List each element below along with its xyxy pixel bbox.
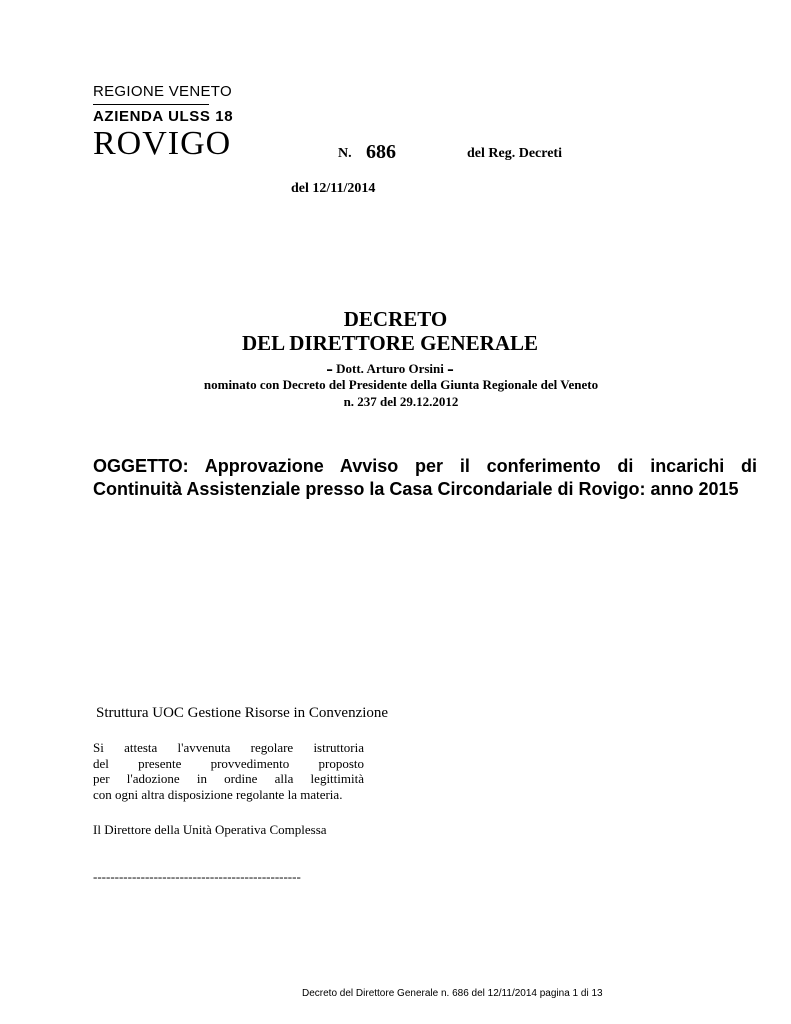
uoc-director-title: Il Direttore della Unità Operativa Complessa [93, 822, 327, 837]
appointment-text: nominato con Decreto del Presidente della Giunta Regionale del Veneto [203, 377, 599, 392]
attestation-line: del presente provvedimento proposto [93, 755, 364, 771]
ulss-logo [93, 83, 234, 162]
signature-line: ------------------------------------------------ [93, 869, 301, 884]
director-dash-right: - [447, 358, 454, 380]
subject-line-1: OGGETTO: Approvazione Avviso per il conferimento di incarichi di [93, 456, 757, 476]
director-name: Dott. Arturo Orsini [336, 361, 444, 376]
director-dash-left: - [326, 358, 333, 380]
register-label: del Reg. Decreti [467, 146, 562, 161]
logo-city: ROVIGO [93, 125, 232, 162]
attestation-block [93, 740, 364, 802]
document-subtitle: DEL DIRETTORE GENERALE [241, 331, 539, 355]
appointment-reference: n. 237 del 29.12.2012 [343, 394, 459, 409]
structure-label: Struttura UOC Gestione Risorse in Convenzione [96, 705, 389, 721]
attestation-line: Si attesta l'avvenuta regolare istruttoria [93, 740, 364, 755]
decree-number-label: N. [338, 146, 352, 161]
decree-number: 686 [366, 141, 396, 163]
decree-date: del 12/11/2014 [291, 181, 376, 196]
subject-line-2: Continuità Assistenziale presso la Casa Circondariale di Rovigo: anno 2015 [93, 479, 739, 499]
logo-region: REGIONE VENETO [93, 83, 232, 100]
logo-divider [93, 104, 209, 105]
logo-agency: AZIENDA ULSS 18 [93, 108, 234, 125]
document-title: DECRETO [343, 307, 448, 331]
subject-block [93, 455, 757, 501]
page-footer: Decreto del Direttore Generale n. 686 del 12/11/2014 pagina 1 di 13 [302, 988, 603, 999]
attestation-line: con ogni altra disposizione regolante la materia. [93, 786, 343, 802]
attestation-line: per l'adozione in ordine alla legittimità [93, 771, 364, 786]
